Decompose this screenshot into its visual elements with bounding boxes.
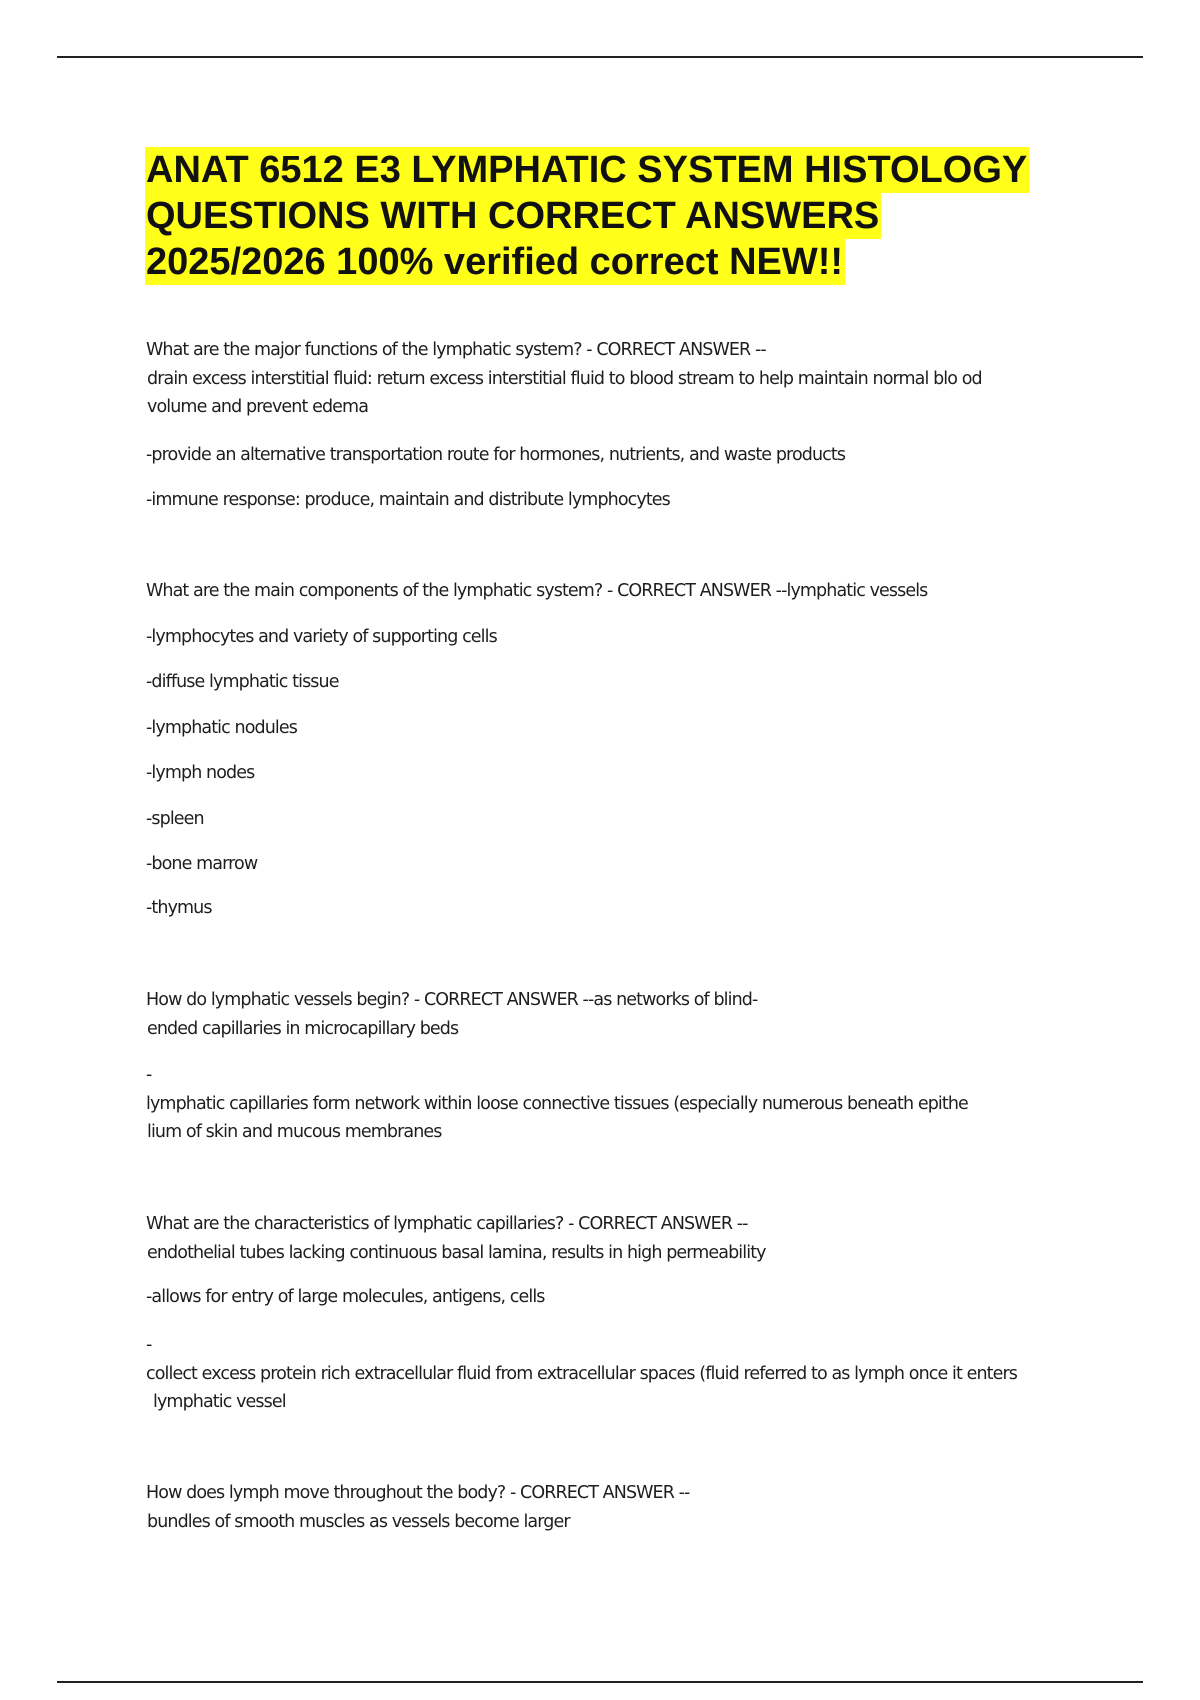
q3-line-4: lium of skin and mucous membranes bbox=[147, 1122, 442, 1142]
q3-line-2: ended capillaries in microcapillary beds bbox=[147, 1018, 459, 1039]
q2-item-7: -thymus bbox=[146, 898, 212, 918]
bottom-rule bbox=[57, 1681, 1143, 1683]
q5-line-1: How does lymph move throughout the body? - CORRECT ANSWER -- bbox=[146, 1483, 690, 1503]
q2-item-2: -diffuse lymphatic tissue bbox=[146, 672, 339, 692]
title-line-1: ANAT 6512 E3 LYMPHATIC SYSTEM HISTOLOGY bbox=[146, 149, 1028, 191]
q1-line-2: drain excess interstitial fluid: return excess interstitial fluid to blood stream to help maintain normal blo od bbox=[147, 368, 982, 389]
q4-dash: - bbox=[146, 1335, 152, 1355]
q4-line-3: collect excess protein rich extracellular fluid from extracellular spaces (fluid referred to as lymph once it enters bbox=[146, 1363, 1018, 1384]
q4-line-4: lymphatic vessel bbox=[153, 1392, 286, 1412]
q4-answer bbox=[146, 1331, 1017, 1417]
q3-line-3: lymphatic capillaries form network within loose connective tissues (especially numerous beneath epithe bbox=[146, 1093, 968, 1114]
q2-question: What are the main components of the lymphatic system? - CORRECT ANSWER --lymphatic vessels bbox=[146, 581, 928, 601]
q3-answer bbox=[146, 1061, 968, 1147]
q2-item-3: -lymphatic nodules bbox=[146, 718, 297, 738]
q1-bullet-1: -provide an alternative transportation route for hormones, nutrients, and waste products bbox=[146, 445, 846, 465]
document-title bbox=[145, 147, 1145, 285]
q4-question bbox=[146, 1210, 766, 1267]
q5-line-2: bundles of smooth muscles as vessels become larger bbox=[147, 1511, 570, 1532]
q1-question bbox=[146, 336, 982, 422]
q3-question bbox=[146, 986, 757, 1043]
q3-line-1: How do lymphatic vessels begin? - CORRECT ANSWER --as networks of blind- bbox=[146, 990, 758, 1010]
top-rule bbox=[57, 56, 1143, 58]
q3-dash: - bbox=[146, 1065, 152, 1085]
q4-bullet-1: -allows for entry of large molecules, antigens, cells bbox=[146, 1287, 545, 1307]
q1-bullet-2: -immune response: produce, maintain and distribute lymphocytes bbox=[146, 490, 670, 510]
q1-line-3: volume and prevent edema bbox=[147, 397, 369, 417]
q2-item-5: -spleen bbox=[146, 809, 204, 829]
q4-line-2: endothelial tubes lacking continuous basal lamina, results in high permeability bbox=[147, 1242, 766, 1263]
q5-question bbox=[146, 1479, 689, 1536]
q2-item-4: -lymph nodes bbox=[146, 763, 255, 783]
title-line-3: 2025/2026 100% verified correct NEW!! bbox=[146, 241, 844, 283]
title-line-2: QUESTIONS WITH CORRECT ANSWERS bbox=[146, 195, 880, 237]
q2-item-6: -bone marrow bbox=[146, 854, 258, 874]
q4-line-1: What are the characteristics of lymphatic capillaries? - CORRECT ANSWER -- bbox=[146, 1214, 748, 1234]
q2-item-1: -lymphocytes and variety of supporting cells bbox=[146, 627, 497, 647]
q1-line-1: What are the major functions of the lymphatic system? - CORRECT ANSWER -- bbox=[146, 340, 766, 360]
